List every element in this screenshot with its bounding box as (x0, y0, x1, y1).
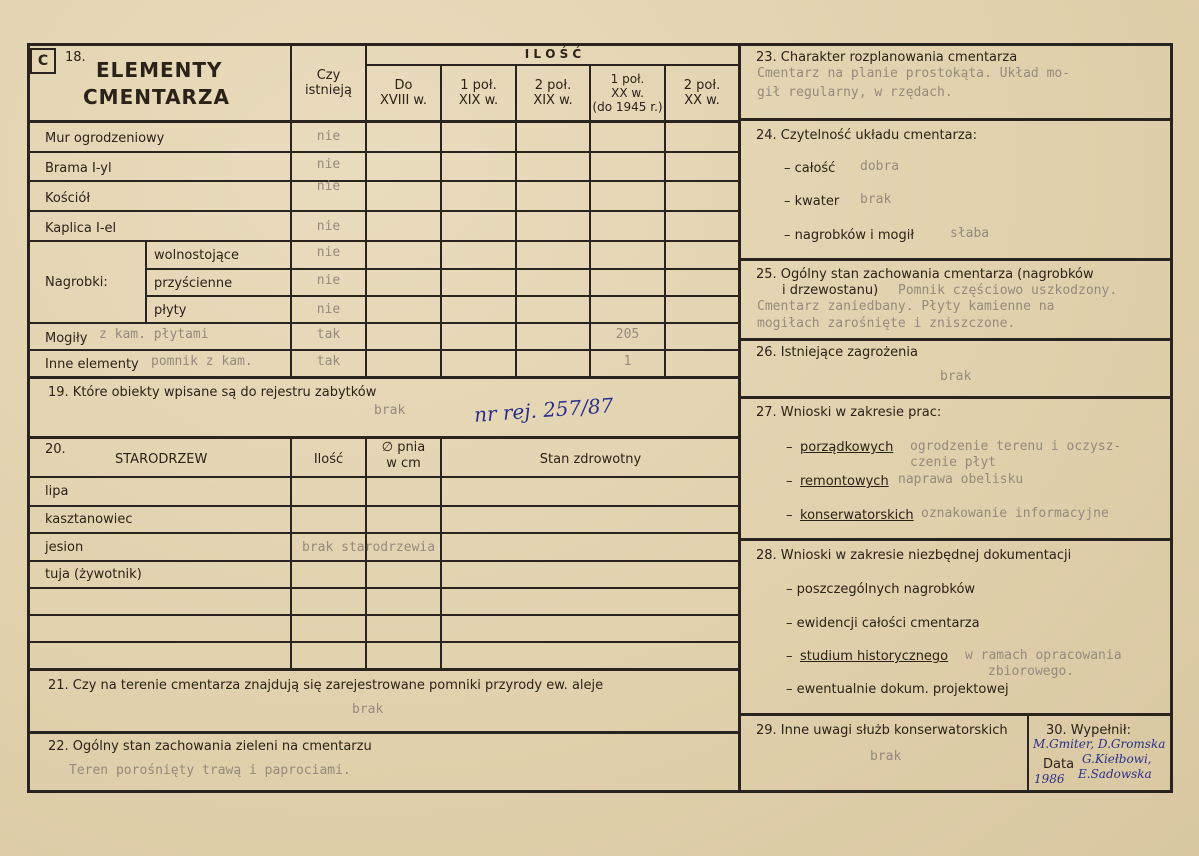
s27-item-value-line1: oznakowanie informacyjne (921, 506, 1109, 521)
section-20-number: 20. (45, 442, 66, 457)
grid-line (29, 240, 739, 242)
s30-date: 1986 (1034, 772, 1065, 786)
section-29-typed: brak (870, 749, 902, 764)
period-4-line2: XX w. (611, 86, 644, 100)
section-21-typed: brak (352, 702, 384, 717)
grid-line (29, 641, 739, 643)
s27-item-value-line1: ogrodzenie terenu i oczysz- (910, 439, 1122, 454)
element-extra: z kam. płytami (99, 327, 209, 342)
corner-letter-box: C (30, 48, 56, 74)
section-26-typed: brak (940, 369, 972, 384)
grid-line (290, 437, 292, 669)
s27-item-label: remontowych (800, 474, 889, 489)
s28-item: studium historycznego (800, 649, 949, 664)
element-label: wolnostojące (154, 248, 239, 263)
grid-line (29, 180, 739, 182)
section-19-handwritten: nr rej. 257/87 (473, 393, 615, 427)
element-exists: nie (316, 129, 341, 144)
section-19-label: 19. Które obiekty wpisane są do rejestru zabytków (48, 385, 377, 400)
s24-item-label: – nagrobków i mogił (784, 228, 915, 243)
grid-line (365, 64, 739, 66)
section-25-label-line2: i drzewostanu) (782, 283, 879, 298)
s24-item-label: – kwater (784, 194, 840, 209)
s28-item: – poszczególnych nagrobków (786, 582, 976, 597)
period-header-1 (367, 78, 440, 108)
ilosc-header: I L O Ś Ć (524, 47, 582, 61)
period-header-3 (517, 78, 589, 108)
s27-item-value-line2: czenie płyt (910, 455, 997, 470)
section-22-label: 22. Ogólny stan zachowania zieleni na cmentarzu (48, 739, 372, 754)
grid-line (29, 349, 739, 351)
element-label: Mur ogrodzeniowy (45, 131, 165, 146)
grid-line (738, 258, 1173, 261)
grid-line (145, 240, 147, 322)
element-exists: nie (316, 245, 341, 260)
period-2-line1: 1 poł. (460, 78, 497, 93)
period-1-line2: XVIII w. (379, 93, 427, 108)
element-exists: nie (316, 302, 341, 317)
grid-line (440, 64, 442, 377)
s27-dash: – (786, 474, 793, 489)
period-header-2 (442, 78, 515, 108)
element-exists: nie (316, 157, 341, 172)
s30-names-line3: E.Sadowska (1078, 767, 1152, 781)
grid-line (145, 268, 739, 270)
element-label: przyścienne (154, 276, 233, 291)
frame-bottom (27, 790, 1173, 793)
s27-item-value-line1: naprawa obelisku (898, 472, 1024, 487)
grid-line (738, 338, 1173, 341)
grid-line (1027, 714, 1029, 792)
element-count: 1 (623, 354, 632, 369)
s30-names-line1: M.Gmiter, D.Gromska (1033, 737, 1166, 751)
s24-item-value: słaba (950, 226, 990, 241)
period-2-line2: XIX w. (458, 93, 499, 108)
col-exists-header (292, 68, 365, 98)
col-exists-line2: istnieją (305, 83, 352, 98)
grid-line (738, 118, 1173, 121)
section-23-typed-line1: Cmentarz na planie prostokąta. Układ mo- (757, 66, 1071, 81)
grid-line (515, 64, 517, 377)
grid-line (29, 210, 739, 212)
period-5-line1: 2 poł. (683, 78, 721, 93)
grid-line (27, 731, 739, 734)
period-header-5 (666, 78, 738, 108)
section-23-label: 23. Charakter rozplanowania cmentarza (756, 50, 1018, 65)
s27-dash: – (786, 440, 793, 455)
s30-names-line2: G.Kiełbowi, (1082, 752, 1152, 766)
s24-item-value: brak (860, 192, 892, 207)
section-18-title-line1: ELEMENTY (96, 58, 223, 82)
element-label: Mogiły (45, 331, 88, 346)
element-label: Inne elementy (45, 357, 139, 372)
frame-right (1170, 43, 1173, 793)
section-23-typed-line2: gił regularny, w rzędach. (757, 85, 953, 100)
element-extra: pomnik z kam. (151, 354, 253, 369)
frame-middle (738, 43, 741, 793)
section-22-typed: Teren porośnięty trawą i paprociami. (69, 763, 351, 778)
s24-item-value: dobra (860, 159, 900, 174)
section-19-typed: brak (374, 403, 406, 418)
grid-line (29, 587, 739, 589)
frame-top (27, 43, 1173, 46)
section-28-label: 28. Wnioski w zakresie niezbędnej dokumentacji (756, 548, 1072, 563)
starodrzew-header: STARODRZEW (115, 452, 208, 467)
frame-left (27, 43, 30, 793)
element-exists: tak (316, 327, 341, 342)
grid-line (29, 505, 739, 507)
section-27-label: 27. Wnioski w zakresie prac: (756, 405, 942, 420)
grid-line (738, 396, 1173, 399)
section-24-label: 24. Czytelność układu cmentarza: (756, 128, 978, 143)
grid-line (29, 532, 739, 534)
tree-label: kasztanowiec (45, 512, 133, 527)
trunk-col-header (367, 440, 440, 472)
element-label: płyty (154, 303, 187, 318)
element-count: 205 (615, 327, 640, 342)
section-25-typed-line1: Pomnik częściowo uszkodzony. (898, 283, 1118, 298)
s27-item-label: konserwatorskich (800, 508, 914, 523)
element-label: Kaplica I-el (45, 221, 117, 236)
tree-label: lipa (45, 484, 69, 499)
period-3-line2: XIX w. (533, 93, 573, 108)
ilosc-col-header: Ilość (313, 452, 344, 467)
period-3-line1: 2 poł. (534, 78, 572, 93)
s28-item: – ewentualnie dokum. projektowej (786, 682, 1009, 697)
period-4-line1: 1 poł. (610, 72, 645, 86)
grid-line (29, 614, 739, 616)
trunk-col-line1: ∅ pnia (381, 440, 426, 455)
period-header-4 (591, 72, 664, 114)
grid-line (440, 437, 442, 669)
s28-item: – ewidencji całości cmentarza (786, 616, 980, 631)
element-exists: tak (316, 354, 341, 369)
section-29-label: 29. Inne uwagi służb konserwatorskich (756, 723, 1008, 738)
section-18-title-line2: CMENTARZA (83, 85, 230, 109)
element-exists: nie (316, 219, 341, 234)
s24-item-label: – całość (784, 161, 836, 176)
section-25-typed-line3: mogiłach zarośnięte i zniszczone. (757, 316, 1016, 331)
s30-date-label: Data (1043, 757, 1075, 772)
tree-label: tuja (żywotnik) (45, 567, 142, 582)
section-25-label-line1: 25. Ogólny stan zachowania cmentarza (nagrobków (756, 267, 1094, 282)
section-21-label: 21. Czy na terenie cmentarza znajdują się zarejestrowane pomniki przyrody ew. aleje (48, 678, 604, 693)
grid-line (27, 120, 739, 123)
period-5-line2: XX w. (684, 93, 720, 108)
grid-line (29, 151, 739, 153)
grid-line (145, 295, 739, 297)
s28-dash: – (786, 649, 793, 664)
section-20-typed: brak starodrzewia (302, 540, 436, 555)
col-exists-line1: Czy (316, 68, 341, 83)
tree-label: jesion (45, 540, 84, 555)
grid-line (29, 560, 739, 562)
health-col-header: Stan zdrowotny (539, 452, 642, 467)
grid-line (29, 476, 739, 478)
s27-dash: – (786, 508, 793, 523)
grid-line (738, 713, 1173, 716)
element-exists: nie (316, 179, 341, 194)
grid-line (27, 436, 739, 439)
element-label: Brama I-yl (45, 161, 112, 176)
section-26-label: 26. Istniejące zagrożenia (756, 345, 918, 360)
grid-line (664, 64, 666, 377)
grid-line (738, 538, 1173, 541)
s27-item-label: porządkowych (800, 440, 894, 455)
element-label: Kościół (45, 191, 91, 206)
grid-line (29, 322, 739, 324)
s28-typed-line1: w ramach opracowania (965, 648, 1122, 663)
s28-typed-line2: zbiorowego. (988, 664, 1075, 679)
period-4-line3: (do 1945 r.) (592, 100, 663, 114)
section-25-typed-line2: Cmentarz zaniedbany. Płyty kamienne na (757, 299, 1055, 314)
nagrobki-label: Nagrobki: (45, 275, 108, 290)
section-18-number: 18. (65, 50, 86, 65)
section-30-label: 30. Wypełnił: (1046, 723, 1131, 738)
grid-line (27, 668, 739, 671)
grid-line (27, 376, 739, 379)
period-1-line1: Do (394, 78, 413, 93)
trunk-col-line2: w cm (386, 456, 421, 471)
element-exists: nie (316, 273, 341, 288)
